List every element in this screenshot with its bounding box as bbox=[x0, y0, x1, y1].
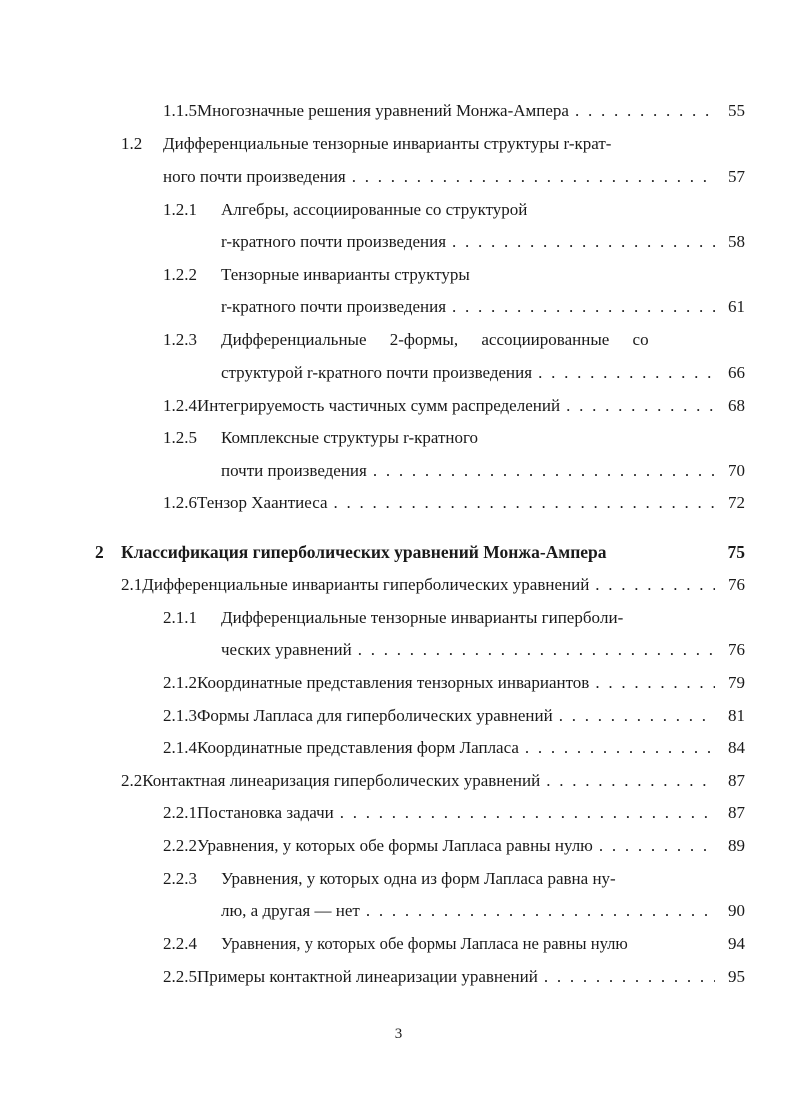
entry-title: Дифференциальные 2-формы, ассоциированные со bbox=[221, 330, 649, 349]
dot-leader bbox=[373, 460, 715, 482]
entry-page: 61 bbox=[728, 297, 745, 316]
toc-entry-continuation[interactable] bbox=[221, 362, 745, 384]
entry-page: 94 bbox=[728, 934, 745, 953]
entry-number: 2.2.5 bbox=[163, 967, 197, 986]
entry-title: Уравнения, у которых одна из форм Лапласа равна ну- bbox=[221, 869, 616, 888]
entry-page: 90 bbox=[728, 901, 745, 920]
toc-entry[interactable] bbox=[163, 199, 745, 221]
entry-title: Уравнения, у которых обе формы Лапласа не равны нулю bbox=[221, 934, 628, 953]
entry-page: 68 bbox=[728, 396, 745, 415]
entry-page: 76 bbox=[728, 575, 745, 594]
entry-number: 1.2.3 bbox=[163, 330, 197, 349]
entry-page: 70 bbox=[728, 461, 745, 480]
entry-title: Дифференциальные инварианты гиперболических уравнений bbox=[142, 575, 590, 594]
entry-title: Дифференциальные тензорные инварианты гипербoли- bbox=[221, 608, 624, 627]
entry-number: 1.2.2 bbox=[163, 265, 197, 284]
entry-page: 87 bbox=[728, 771, 745, 790]
entry-number: 1.2.6 bbox=[163, 493, 197, 512]
entry-number: 2.1.1 bbox=[163, 608, 197, 627]
toc-entry[interactable] bbox=[163, 933, 745, 955]
entry-page: 81 bbox=[728, 706, 745, 725]
dot-leader bbox=[595, 574, 715, 596]
dot-leader bbox=[366, 900, 715, 922]
entry-title: Формы Лапласа для гиперболических уравнений bbox=[197, 706, 553, 725]
entry-number: 2.2.4 bbox=[163, 934, 197, 953]
entry-title: структурой r-кратного почти произведения bbox=[221, 363, 533, 382]
entry-number: 2.2.1 bbox=[163, 803, 197, 822]
dot-leader bbox=[559, 705, 715, 727]
toc-entry[interactable] bbox=[163, 705, 745, 727]
entry-title: Примеры контактной линеаризации уравнений bbox=[197, 967, 538, 986]
dot-leader bbox=[340, 802, 715, 824]
entry-title: Постановка задачи bbox=[197, 803, 334, 822]
entry-page: 79 bbox=[728, 673, 745, 692]
chapter-page: 75 bbox=[727, 542, 745, 562]
toc-entry[interactable] bbox=[163, 100, 745, 122]
entry-number: 1.2.5 bbox=[163, 428, 197, 447]
dot-leader bbox=[544, 966, 715, 988]
toc-entry-continuation[interactable] bbox=[221, 296, 745, 318]
toc-entry[interactable] bbox=[121, 574, 745, 596]
toc-entry[interactable] bbox=[163, 737, 745, 759]
entry-title: Тензорные инварианты структуры bbox=[221, 265, 470, 284]
entry-title: почти произведения bbox=[221, 461, 367, 480]
entry-page: 58 bbox=[728, 232, 745, 251]
entry-number: 2.1 bbox=[121, 575, 143, 594]
entry-title: Контактная линеаризация гиперболических уравнений bbox=[142, 771, 541, 790]
entry-title: ного почти произведения bbox=[163, 167, 346, 186]
chapter-title: Классификация гиперболических уравнений Монжа-Ампера bbox=[121, 542, 607, 562]
entry-number: 2.1.4 bbox=[163, 738, 197, 757]
toc-entry[interactable] bbox=[121, 133, 745, 155]
dot-leader bbox=[525, 737, 715, 759]
entry-page: 72 bbox=[728, 493, 745, 512]
toc-entry[interactable] bbox=[163, 492, 745, 514]
toc-entry[interactable] bbox=[163, 802, 745, 824]
dot-leader bbox=[452, 231, 715, 253]
toc-entry[interactable] bbox=[163, 427, 745, 449]
entry-page: 95 bbox=[728, 967, 745, 986]
dot-leader bbox=[575, 100, 715, 122]
entry-number: 1.1.5 bbox=[163, 101, 197, 120]
entry-number: 1.2.1 bbox=[163, 200, 197, 219]
entry-number: 2.1.2 bbox=[163, 673, 197, 692]
toc-entry[interactable] bbox=[163, 395, 745, 417]
chapter-number: 2 bbox=[95, 542, 104, 562]
toc-entry-continuation[interactable] bbox=[221, 231, 745, 253]
dot-leader bbox=[538, 362, 715, 384]
dot-leader bbox=[352, 166, 715, 188]
entry-page: 84 bbox=[728, 738, 745, 757]
entry-title: лю, а другая — нет bbox=[221, 901, 360, 920]
toc-entry[interactable] bbox=[163, 835, 745, 857]
toc-entry[interactable] bbox=[163, 607, 745, 629]
entry-title: r-кратного почти произведения bbox=[221, 297, 447, 316]
entry-title: Многозначные решения уравнений Монжа-Ампера bbox=[197, 101, 569, 120]
entry-page: 55 bbox=[728, 101, 745, 120]
entry-number: 1.2 bbox=[121, 134, 143, 153]
dot-leader bbox=[595, 672, 715, 694]
page-number: 3 bbox=[394, 1026, 403, 1042]
entry-title: Алгебры, ассоциированные со структурой bbox=[221, 200, 528, 219]
toc-entry-continuation[interactable] bbox=[221, 460, 745, 482]
entry-page: 87 bbox=[728, 803, 745, 822]
toc-chapter[interactable] bbox=[95, 541, 745, 563]
toc-entry[interactable] bbox=[163, 966, 745, 988]
entry-number: 2.2 bbox=[121, 771, 143, 790]
entry-title: r-кратного почти произведения bbox=[221, 232, 447, 251]
entry-title: Координатные представления тензорных инвариантов bbox=[197, 673, 590, 692]
entry-number: 2.1.3 bbox=[163, 706, 197, 725]
dot-leader bbox=[452, 296, 715, 318]
toc-entry-continuation[interactable] bbox=[163, 166, 745, 188]
entry-title: Интегрируемость частичных сумм распределений bbox=[197, 396, 561, 415]
dot-leader bbox=[334, 492, 715, 514]
entry-title: ческих уравнений bbox=[221, 640, 352, 659]
toc-entry[interactable] bbox=[163, 264, 745, 286]
entry-number: 2.2.3 bbox=[163, 869, 197, 888]
dot-leader bbox=[599, 835, 715, 857]
entry-title: Дифференциальные тензорные инварианты структуры r-крат- bbox=[163, 134, 612, 153]
toc-entry-continuation[interactable] bbox=[221, 900, 745, 922]
entry-number: 1.2.4 bbox=[163, 396, 197, 415]
entry-page: 89 bbox=[728, 836, 745, 855]
dot-leader bbox=[566, 395, 715, 417]
toc-entry[interactable] bbox=[121, 770, 745, 792]
entry-title: Комплексные структуры r-кратного bbox=[221, 428, 479, 447]
entry-number: 2.2.2 bbox=[163, 836, 197, 855]
dot-leader bbox=[358, 639, 715, 661]
toc-entry[interactable] bbox=[163, 868, 745, 890]
toc-entry[interactable] bbox=[163, 672, 745, 694]
entry-title: Координатные представления форм Лапласа bbox=[197, 738, 519, 757]
entry-title: Тензор Хаантиеса bbox=[197, 493, 328, 512]
dot-leader bbox=[546, 770, 715, 792]
entry-title: Уравнения, у которых обе формы Лапласа равны нулю bbox=[197, 836, 593, 855]
entry-page: 66 bbox=[728, 363, 745, 382]
entry-page: 57 bbox=[728, 167, 745, 186]
entry-page: 76 bbox=[728, 640, 745, 659]
toc-entry-continuation[interactable] bbox=[221, 639, 745, 661]
toc-entry[interactable] bbox=[163, 329, 745, 351]
